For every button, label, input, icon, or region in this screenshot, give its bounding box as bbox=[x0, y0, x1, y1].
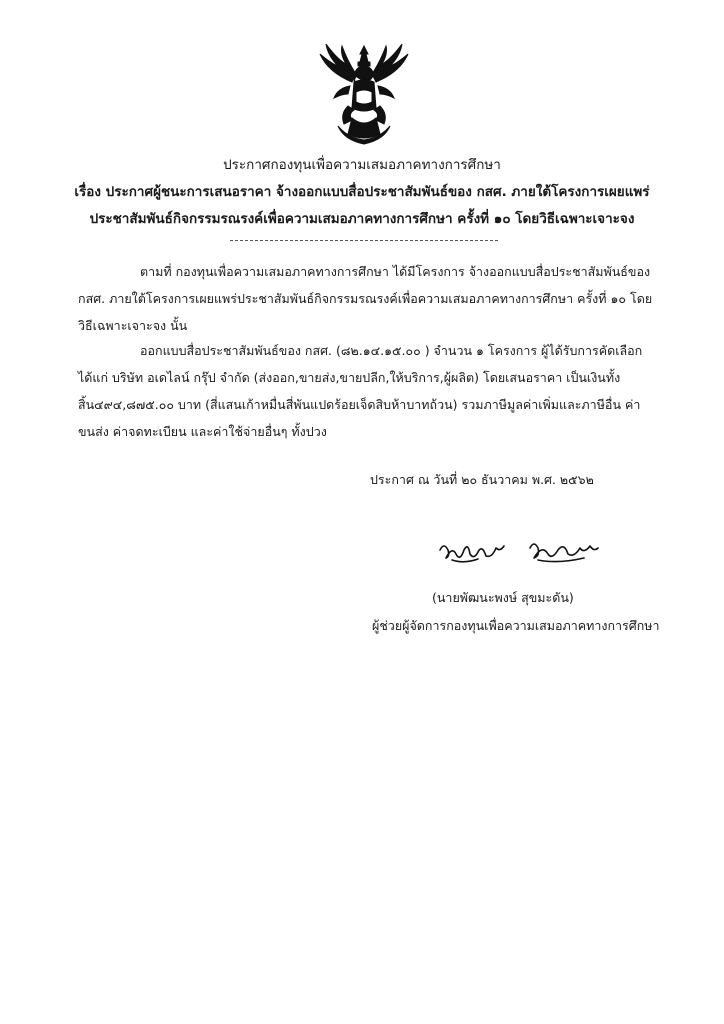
subject-line-continued: ประชาสัมพันธ์กิจกรรมรณรงค์เพื่อความเสมอภาคทางการศึกษา ครั้งที่ ๑๐ โดยวิธีเฉพาะเจาะจง bbox=[89, 211, 635, 227]
award-paragraph: ออกแบบสื่อประชาสัมพันธ์ของ กสศ. (๘๒.๑๔.๑๕.๐๐ ) จำนวน ๑ โครงการ ผู้ได้รับการคัดเลือก ได้แก่ บริษัท อเดไลน์ กรุ๊ป จำกัด (ส่งออก,ขายส่ง,ขายปลีก,ให้บริการ,ผู้ผลิต) โดยเสนอราคา เป็นเงินทั้งสิ้น๔๙๔,๘๗๕.๐๐ บาท (สี่แสนเก้าหมื่นสี่พันแปดร้อยเจ็ดสิบห้าบาทถ้วน) รวมภาษีมูลค่าเพิ่มและภาษีอื่น ค่าขนส่ง ค่าจดทะเบียน และค่าใช้จ่ายอื่นๆ ทั้งปวง bbox=[78, 343, 643, 439]
garuda-emblem-icon bbox=[318, 42, 410, 146]
signatory-name: (นายพัฒนะพงษ์ สุขมะดัน) bbox=[432, 590, 574, 605]
announcement-date: ประกาศ ณ วันที่ ๒๐ ธันวาคม พ.ศ. ๒๕๖๒ bbox=[370, 472, 594, 487]
dashed-divider bbox=[230, 240, 498, 241]
signatory-position: ผู้ช่วยผู้จัดการกองทุนเพื่อความเสมอภาคทางการศึกษา bbox=[372, 618, 660, 633]
announcement-title: ประกาศกองทุนเพื่อความเสมอภาคทางการศึกษา bbox=[223, 157, 501, 173]
intro-paragraph: ตามที่ กองทุนเพื่อความเสมอภาคทางการศึกษา ได้มีโครงการ จ้างออกแบบสื่อประชาสัมพันธ์ของ กสศ. ภายใต้โครงการเผยแพร่ประชาสัมพันธ์กิจกรรมรณรงค์เพื่อความเสมอภาคทางการศึกษา ครั้งที่ ๑๐ โดยวิธีเฉพาะเจาะจง นั้น bbox=[78, 264, 653, 333]
subject-line: เรื่อง ประกาศผู้ชนะการเสนอราคา จ้างออกแบบสื่อประชาสัมพันธ์ของ กสศ. ภายใต้โครงการเผยแพร่ bbox=[74, 184, 650, 200]
handwritten-signature bbox=[434, 532, 604, 574]
